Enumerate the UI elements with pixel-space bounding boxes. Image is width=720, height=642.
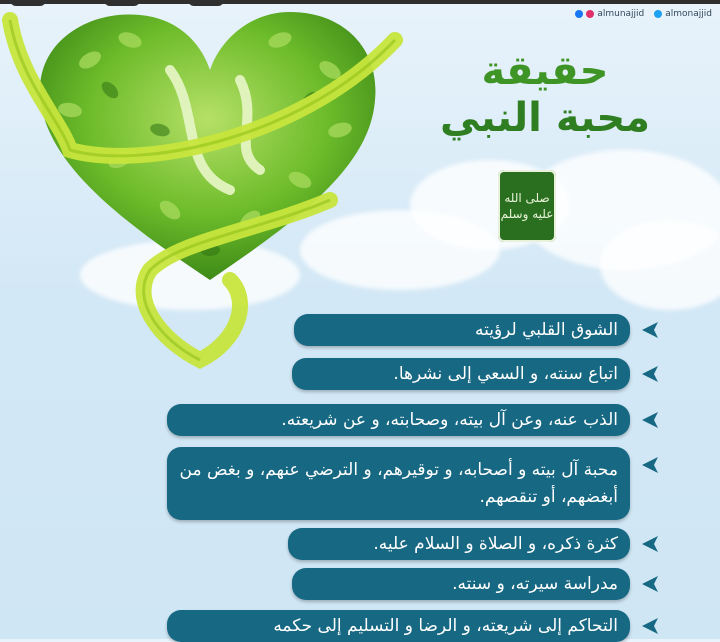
list-item: الذب عنه، وعن آل بيته، وصحابته، و عن شريعته.: [167, 404, 630, 436]
handle-almunajjid[interactable]: [575, 9, 644, 19]
list-item: محبة آل بيته و أصحابه، و توقيرهم، و الترضي عنهم، و بغض من أبغضهم، أو تنقصهم.: [167, 447, 630, 520]
bullet-arrow-icon: [640, 573, 662, 595]
page-title: [440, 48, 650, 142]
list-item: مدراسة سيرته، و سنته.: [292, 568, 630, 600]
title-line-2: محبة النبي: [440, 95, 650, 141]
list-item: اتباع سنته، و السعي إلى نشرها.: [292, 358, 630, 390]
list-item: التحاكم إلى شريعته، و الرضا و التسليم إلى حكمه: [167, 610, 630, 642]
bullet-arrow-icon: [640, 615, 662, 637]
social-handles: [575, 9, 712, 19]
handle-almonajjid[interactable]: [654, 9, 712, 19]
list-item: الشوق القلبي لرؤيته: [294, 314, 630, 346]
facebook-icon: [575, 10, 583, 18]
bullet-arrow-icon: [640, 363, 662, 385]
twitter-icon: [654, 10, 662, 18]
bullet-arrow-icon: [640, 409, 662, 431]
bullet-arrow-icon: [640, 319, 662, 341]
instagram-icon: [586, 10, 594, 18]
handle-text: almonajjid: [665, 9, 712, 19]
bullet-arrow-icon: [640, 533, 662, 555]
list-item: كثرة ذكره، و الصلاة و السلام عليه.: [288, 528, 630, 560]
title-line-1: حقيقة: [481, 48, 609, 94]
handle-text: almunajjid: [597, 9, 645, 19]
bullet-arrow-icon: [640, 454, 662, 476]
cloud: [600, 220, 720, 310]
salawat-calligraphy-badge: صلى الله عليه وسلم: [498, 170, 556, 242]
